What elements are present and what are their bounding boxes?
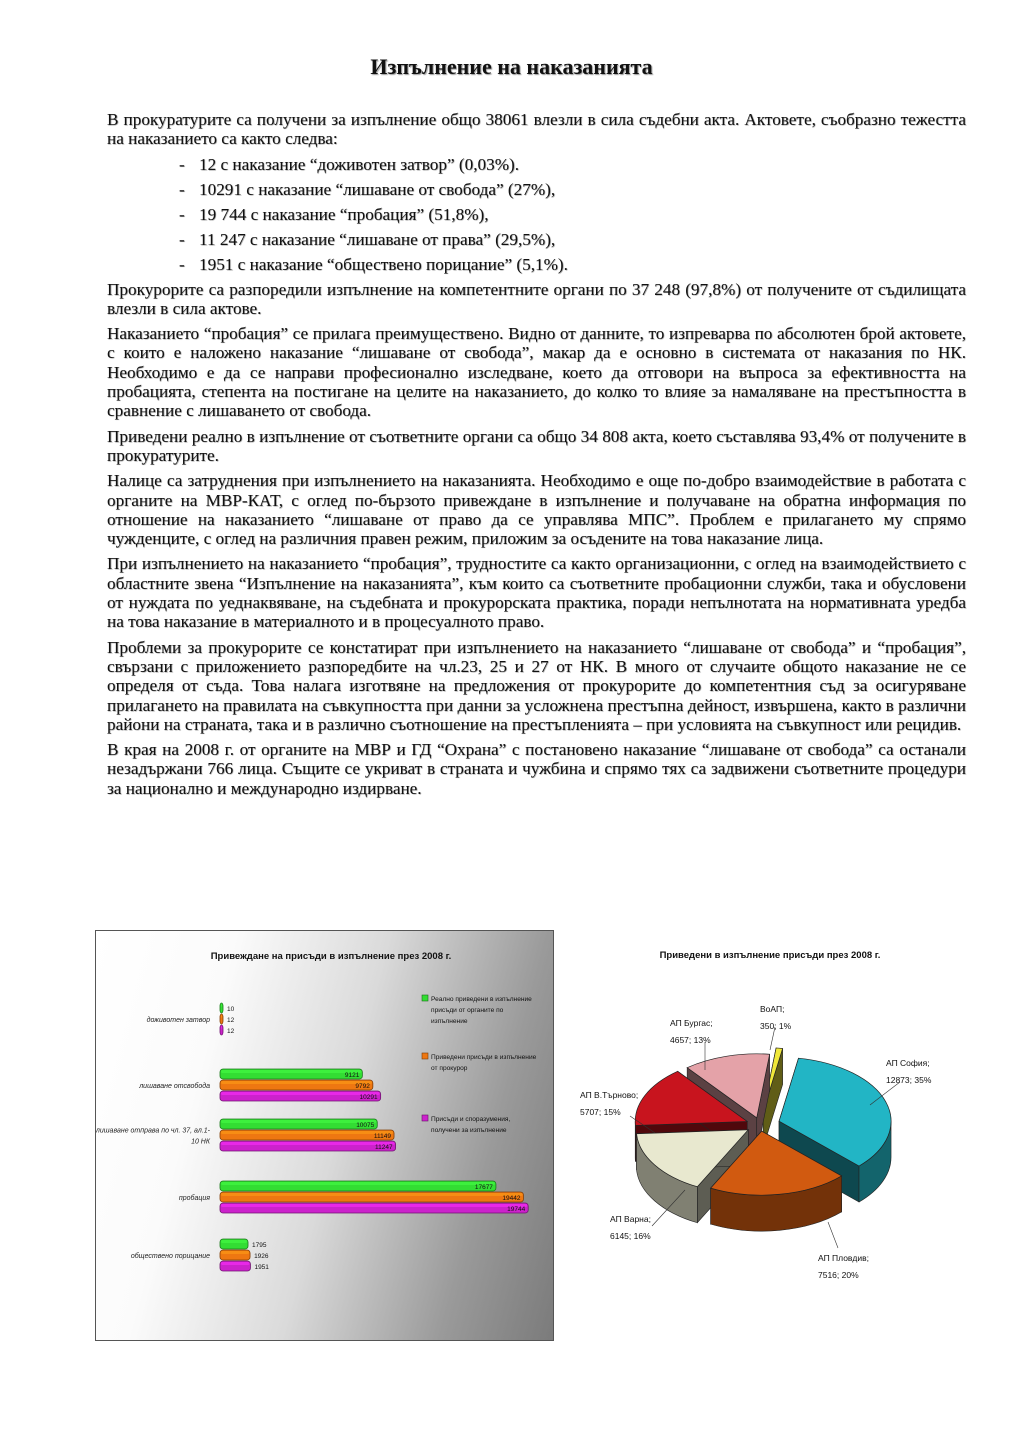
bar-value-label: 10075 [356, 1122, 375, 1129]
bar-2-2 [220, 1141, 396, 1151]
legend-swatch [422, 1053, 428, 1059]
paragraph: Наказанието “пробация” се прилага преимуществено. Видно от данните, то изпреварва по абсолютен брой актовете, с които е наложено наказание “лишаване от свобода”, макар да е основно в системата от наказания по НК. Необходимо е да се направи професионално изследване, което да отговори на въпроса за ефективността на пробацията, степента на постигане на целите на наказанието, до колко то влияе за намаляване на престъпността в сравнение с лишаването от свобода. [107, 324, 966, 421]
bar-chart-svg [96, 931, 553, 1340]
bar-2-1 [220, 1130, 394, 1140]
bar-3-2 [220, 1203, 528, 1213]
list-item: - 12 с наказание “доживотен затвор” (0,03%). [179, 155, 966, 174]
legend-label: Реално приведени в изпълнение [431, 996, 532, 1003]
bar-value-label: 19442 [502, 1195, 521, 1202]
category-label: доживотен затвор [146, 1017, 210, 1024]
category-label: лишаване отправа по чл. 37, ал.1- [96, 1127, 210, 1135]
bar-highlight [221, 1081, 372, 1084]
list-item: - 19 744 с наказание “пробация” (51,8%), [179, 205, 966, 224]
slice-value-label: 12873; 35% [886, 1075, 932, 1085]
bar-value-label: 19744 [507, 1206, 526, 1213]
bar-value-label: 1926 [254, 1253, 269, 1260]
bar-highlight [221, 1142, 395, 1145]
slice-value-label: 6145; 16% [610, 1231, 651, 1241]
legend-label: получени за изпълнение [431, 1127, 507, 1134]
bar-value-label: 9121 [344, 1072, 360, 1079]
category-label: обществено порицание [130, 1253, 210, 1260]
category-label: лишаване отсвобода [139, 1083, 210, 1090]
bar-3-0 [220, 1181, 496, 1191]
list-item: - 11 247 с наказание “лишаване от права” (29,5%), [179, 230, 966, 249]
list-item: - 10291 с наказание “лишаване от свобода” (27%), [179, 180, 966, 199]
bar-chart [95, 930, 554, 1341]
body-text [107, 110, 966, 804]
leader-line [828, 1222, 838, 1248]
pie-chart [570, 930, 960, 1310]
bar-1-0 [220, 1069, 362, 1079]
category-label: 10 НК [191, 1138, 210, 1146]
bar-2-0 [220, 1119, 377, 1129]
bar-value-label: 12 [227, 1017, 235, 1024]
chart-title: Приведени в изпълнение присъди през 2008 г. [659, 950, 881, 961]
bar-1-1 [220, 1080, 373, 1090]
chart-title: Привеждане на присъди в изпълнение през 2008 г. [210, 951, 452, 962]
bar-4-2 [220, 1261, 269, 1271]
bar-0-1 [220, 1014, 235, 1024]
legend-swatch [422, 1115, 428, 1121]
paragraph: Проблеми за прокурорите се констатират при изпълнението на наказанието “лишаване от свобода” и “пробация”, свързани с приложението разпоредбите на чл.23, 25 и 27 от НК. В много от случаите общото наказание не се определя от съда. Това налага изготвяне на предложения от прокурорите до компетентния съд за осигуряване прилагането на правилата на съвкупността при данни за усложнена престъпна дейност, извършена, както в различни райони на страната, така и в различно съотношение на престъпленията – при условията на съвкупност или рецидив. [107, 637, 966, 734]
penalty-list [107, 155, 966, 274]
legend-swatch [422, 995, 428, 1001]
bar-value-label: 17677 [474, 1184, 493, 1191]
bar-highlight [221, 1204, 527, 1207]
paragraph: Прокурорите са разпоредили изпълнение на компетентните органи по 37 248 (97,8%) от получените от съдилищата влезли в сила актове. [107, 279, 966, 318]
legend-label: Приведени присъди в изпълнение [431, 1054, 537, 1061]
bar-highlight [221, 1070, 361, 1073]
slice-label: АП София; [886, 1058, 930, 1068]
bar-highlight [221, 1240, 247, 1243]
slice-label: АП Пловдив; [818, 1253, 869, 1263]
bar-value-label: 1951 [254, 1264, 269, 1271]
slice-label: АП В.Търново; [580, 1090, 639, 1100]
paragraph: Налице са затруднения при изпълнението на наказанията. Необходимо е още по-добро взаимодействие в работата с органите на МВР-КАТ, с оглед по-бързото привеждане в изпълнение и получаване на обратна информация по отношение на наказанието “лишаване от право да се управлява МПС”. Проблем е прилагането му спрямо чужденците, с оглед на различния правен режим, приложим за осъдените на това наказание лица. [107, 471, 966, 549]
bar-highlight [221, 1015, 222, 1018]
bar-highlight [221, 1251, 249, 1254]
slice-value-label: 350; 1% [760, 1021, 792, 1031]
legend-label: изпълнение [431, 1018, 468, 1025]
bar-value-label: 1795 [252, 1242, 267, 1249]
bar-highlight [221, 1131, 393, 1134]
bar-3-1 [220, 1192, 523, 1202]
legend-label: от прокурор [431, 1065, 468, 1072]
slice-label: АП Варна; [610, 1214, 651, 1224]
slice-label: АП Бургас; [670, 1018, 713, 1028]
bar-4-1 [220, 1250, 269, 1260]
bar-highlight [221, 1193, 522, 1196]
slice-value-label: 7516; 20% [818, 1270, 859, 1280]
bar-value-label: 9792 [355, 1083, 370, 1090]
bar-0-0 [220, 1003, 235, 1013]
intro-paragraph: В прокуратурите са получени за изпълнение общо 38061 влезли в сила съдебни акта. Актовете, съобразно тежестта на наказанието са както следва: [107, 110, 966, 149]
bar-0-2 [220, 1025, 235, 1035]
bar-highlight [221, 1262, 249, 1265]
slice-label: ВоАП; [760, 1004, 785, 1014]
category-label: пробация [178, 1195, 210, 1202]
pie-chart-svg [570, 930, 960, 1310]
bar-highlight [221, 1092, 380, 1095]
bar-highlight [221, 1182, 495, 1185]
bar-highlight [221, 1004, 222, 1007]
bar-highlight [221, 1120, 376, 1123]
slice-value-label: 4657; 13% [670, 1035, 711, 1045]
bar-value-label: 12 [227, 1028, 235, 1035]
bar-value-label: 10 [227, 1006, 235, 1013]
paragraph: При изпълнението на наказанието “пробация”, трудностите са както организационни, с оглед на взаимодействието с областните звена “Изпълнение на наказанията”, към които са съответните пробационни служби, така и обусловени от нуждата по уеднаквяване, на съдебната и прокурорската практика, поради непълнотата на нормативната уредба на това наказание в материалното и в процесуалното право. [107, 554, 966, 632]
legend-label: присъди от органите по [431, 1007, 504, 1014]
bar-highlight [221, 1026, 222, 1029]
bar-4-0 [220, 1239, 267, 1249]
bar-1-2 [220, 1091, 381, 1101]
legend-label: Присъди и споразумения, [431, 1116, 511, 1123]
slice-value-label: 5707; 15% [580, 1107, 621, 1117]
bar-value-label: 10291 [359, 1094, 378, 1101]
paragraph: В края на 2008 г. от органите на МВР и ГД “Охрана” с постановено наказание “лишаване от свобода” са останали незадържани 766 лица. Същите се укриват в страната и чужбина и спрямо тях са задвижени съответните процедури за национално и международно издирване. [107, 740, 966, 798]
bar-value-label: 11149 [373, 1133, 392, 1140]
page-title: Изпълнение на наказанията [370, 54, 653, 79]
list-item: - 1951 с наказание “обществено порицание” (5,1%). [179, 255, 966, 274]
paragraph: Приведени реално в изпълнение от съответните органи са общо 34 808 акта, което съставлява 93,4% от получените в прокуратурите. [107, 426, 966, 465]
bar-value-label: 11247 [374, 1144, 393, 1151]
